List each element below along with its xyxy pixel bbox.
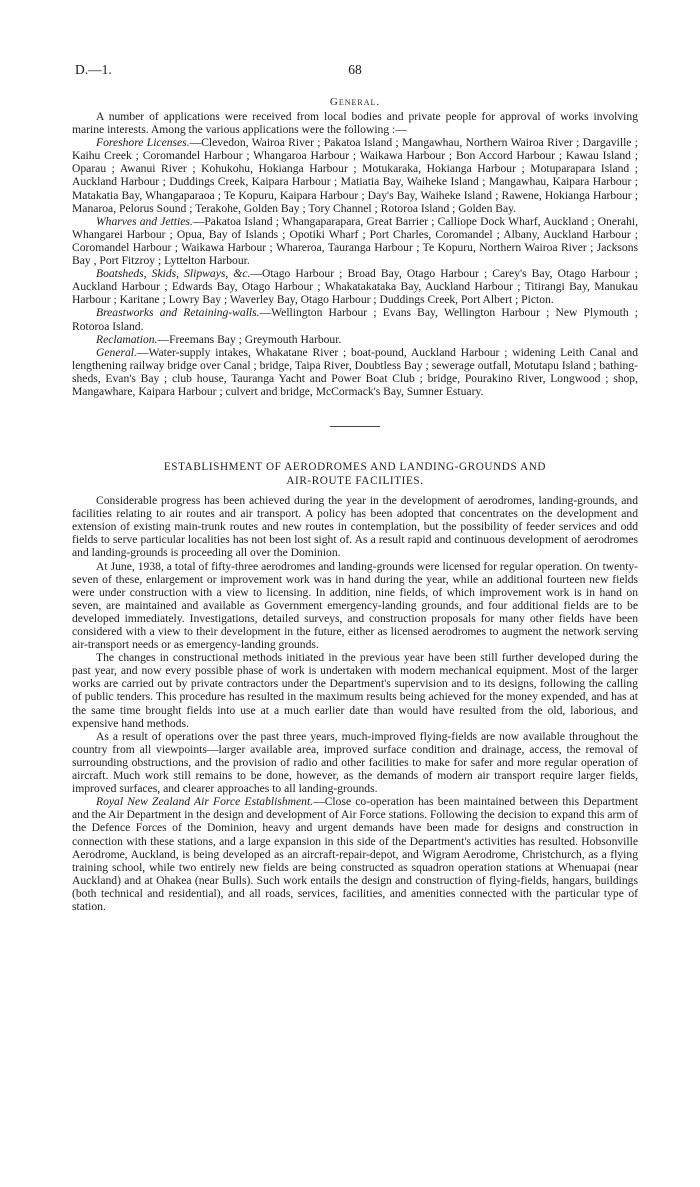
boatsheds-item [72, 267, 638, 306]
page-number: 68 [348, 62, 362, 77]
air-force-paragraph [72, 795, 638, 913]
item-label: Boatsheds, Skids, Slipways, &c. [96, 267, 251, 281]
aerodromes-heading [72, 461, 638, 488]
general-intro: A number of applications were received from local bodies and private people for approval of works involving marine interests. Among the various applications were the following :— [72, 110, 638, 137]
air-force-label: Royal New Zealand Air Force Establishment. [96, 795, 314, 809]
item-text: —Freemans Bay ; Greymouth Harbour. [157, 332, 342, 346]
aerodromes-paragraph: At June, 1938, a total of fifty-three aerodromes and landing-grounds were licensed for regular operation. On twenty-seven of these, enlargement or improvement work was in hand during the year, while an additional fourteen new fields were under construction with a view to licensing. In addition, nine fields, of which improvement work is in hand on seven, are maintained and available as Government emergency-landing grounds, and four additional fields are to be developed immediately. Investigations, detailed surveys, and construction proposals for many other fields have been considered with a view to their development in the future, either as licensed aerodromes to augment the network serving air-transport needs or as emergency-landing grounds. [72, 559, 638, 652]
item-label: Reclamation. [96, 332, 158, 346]
item-text: —Pakatoa Island ; Whangaparapara, Great Barrier ; Calliope Dock Wharf, Auckland ; Onerahi, Whangarei Harbour ; Opua, Bay of Islands ; Opotiki Wharf ; Port Charles, Coromandel ; Albany, Auckland Harbour ; Coromandel Harbour ; Waikawa Harbour ; Whareroa, Tauranga Harbour ; Te Kopuru, Northern Wairoa River ; Jacksons Bay , Port Fitzroy ; Lyttelton Harbour. [72, 214, 638, 268]
item-text: —Clevedon, Wairoa River ; Pakatoa Island ; Mangawhau, Northern Wairoa River ; Dargaville ; Kaihu Creek ; Coromandel Harbour ; Whangaroa Harbour ; Waikawa Harbour ; Bon Accord Harbour ; Kawau Island ; Oparau ; Awanui River ; Kohukohu, Hokianga Harbour ; Motukaraka, Hokianga Harbour ; Motuparapara Island ; Auckland Harbour ; Duddings Creek, Kaipara Harbour ; Matiatia Bay, Waiheke Island ; Mangawhau, Kaipara Harbour ; Matakatia Bay, Whangaparaoa ; Te Kopuru, Kaipara Harbour ; Day's Bay, Waiheke Island ; Rawene, Hokianga Harbour ; Manaroa, Pelorus Sound ; Terakohe, Golden Bay ; Tory Channel ; Rotoroa Island ; Golden Bay. [72, 136, 639, 215]
item-label: General. [96, 345, 137, 359]
aerodromes-heading-line-2: AIR-ROUTE FACILITIES. [286, 474, 424, 487]
item-label: Wharves and Jetties. [96, 214, 193, 228]
section-divider [330, 426, 380, 427]
air-force-text: —Close co-operation has been maintained between this Department and the Air Department in the design and development of Air Force stations. Following the decision to expand this arm of the Defence Forces of the Dominion, heavy and urgent demands have been made for designs and construction in connection with these stations, and a large expansion in this side of the Department's activities has resulted. Hobsonville Aerodrome, Auckland, is being developed as an aircraft-repair-depot, and Wigram Aerodrome, Christchurch, as a flying training school, while two entirely new fields are being constructed as squadron operation stations at Whenuapai (near Auckland) and at Ohakea (near Bulls). Such work entails the design and construction of flying-fields, hangars, buildings (both technical and residential), and all roads, services, facilities, and amenities connected with the particular type of station. [72, 795, 638, 913]
item-label: Breastworks and Retaining-walls. [96, 306, 260, 320]
wharves-jetties-item [72, 215, 638, 267]
document-reference: D.—1. [75, 62, 112, 77]
general-heading: General. [329, 96, 381, 108]
page-header [72, 62, 638, 82]
item-label: Foreshore Licenses. [96, 136, 190, 150]
item-text: —Water-supply intakes, Whakatane River ; boat-pound, Auckland Harbour ; widening Leith Canal and lengthening railway bridge over Canal ; bridge, Taipa River, Doubtless Bay ; sewerage outfall, Motutapu Island ; bathing-sheds, Evan's Bay ; club house, Tauranga Yacht and Power Boat Club ; bridge, Pourakino River, Longwood ; shop, Mangawhare, Kaipara Harbour ; culvert and bridge, McCormack's Bay, Sumner Estuary. [72, 345, 638, 398]
aerodromes-paragraph: The changes in constructional methods initiated in the previous year have been still further developed during the past year, and now every possible phase of work is undertaken with modern mechanical equipment. Most of the larger works are carried out by private contractors under the Department's supervision and to its designs, following the calling of public tenders. This procedure has resulted in the maximum results being achieved for the money expended, and has at the same time brought fields into use at a much earlier date than would have resulted from the old, laborious, and expensive hand methods. [72, 651, 638, 730]
aerodromes-paragraph: As a result of operations over the past three years, much-improved flying-fields are now available throughout the country from all viewpoints—larger available area, improved surface condition and drainage, access, the removal of surrounding obstructions, and the provision of radio and other facilities to make for safer and more regular operation of aircraft. Much work still remains to be done, however, as the demands of modern air transport require larger fields, improved surfaces, and clearer approaches to all landing-grounds. [72, 729, 638, 796]
aerodromes-heading-line-1: ESTABLISHMENT OF AERODROMES AND LANDING-GROUNDS AND [163, 461, 547, 474]
aerodromes-paragraph: Considerable progress has been achieved during the year in the development of aerodromes, landing-grounds, and facilities relating to air routes and air transport. A policy has been adopted that concentrates on the development and extension of existing main-trunk routes and new routes in contemplation, but the possibility of feeder services and odd fields to serve particular localities has not been lost sight of. As a result rapid and continuous development of aerodromes and landing-grounds is proceeding all over the Dominion. [72, 494, 638, 560]
breastworks-item [72, 306, 638, 332]
item-text: —Wellington Harbour ; Evans Bay, Wellington Harbour ; New Plymouth ; Rotoroa Island. [72, 306, 638, 333]
reclamation-item [72, 333, 638, 346]
item-text: —Otago Harbour ; Broad Bay, Otago Harbour ; Carey's Bay, Otago Harbour ; Auckland Harbour ; Edwards Bay, Otago Harbour ; Whakatakataka Bay, Auckland Harbour ; Titirangi Bay, Manukau Harbour ; Karitane ; Lowry Bay ; Waverley Bay, Otago Harbour ; Duddings Creek, Port Albert ; Picton. [72, 267, 638, 307]
document-page [72, 62, 638, 913]
foreshore-licenses-item [72, 136, 638, 215]
general-works-item [72, 346, 638, 398]
